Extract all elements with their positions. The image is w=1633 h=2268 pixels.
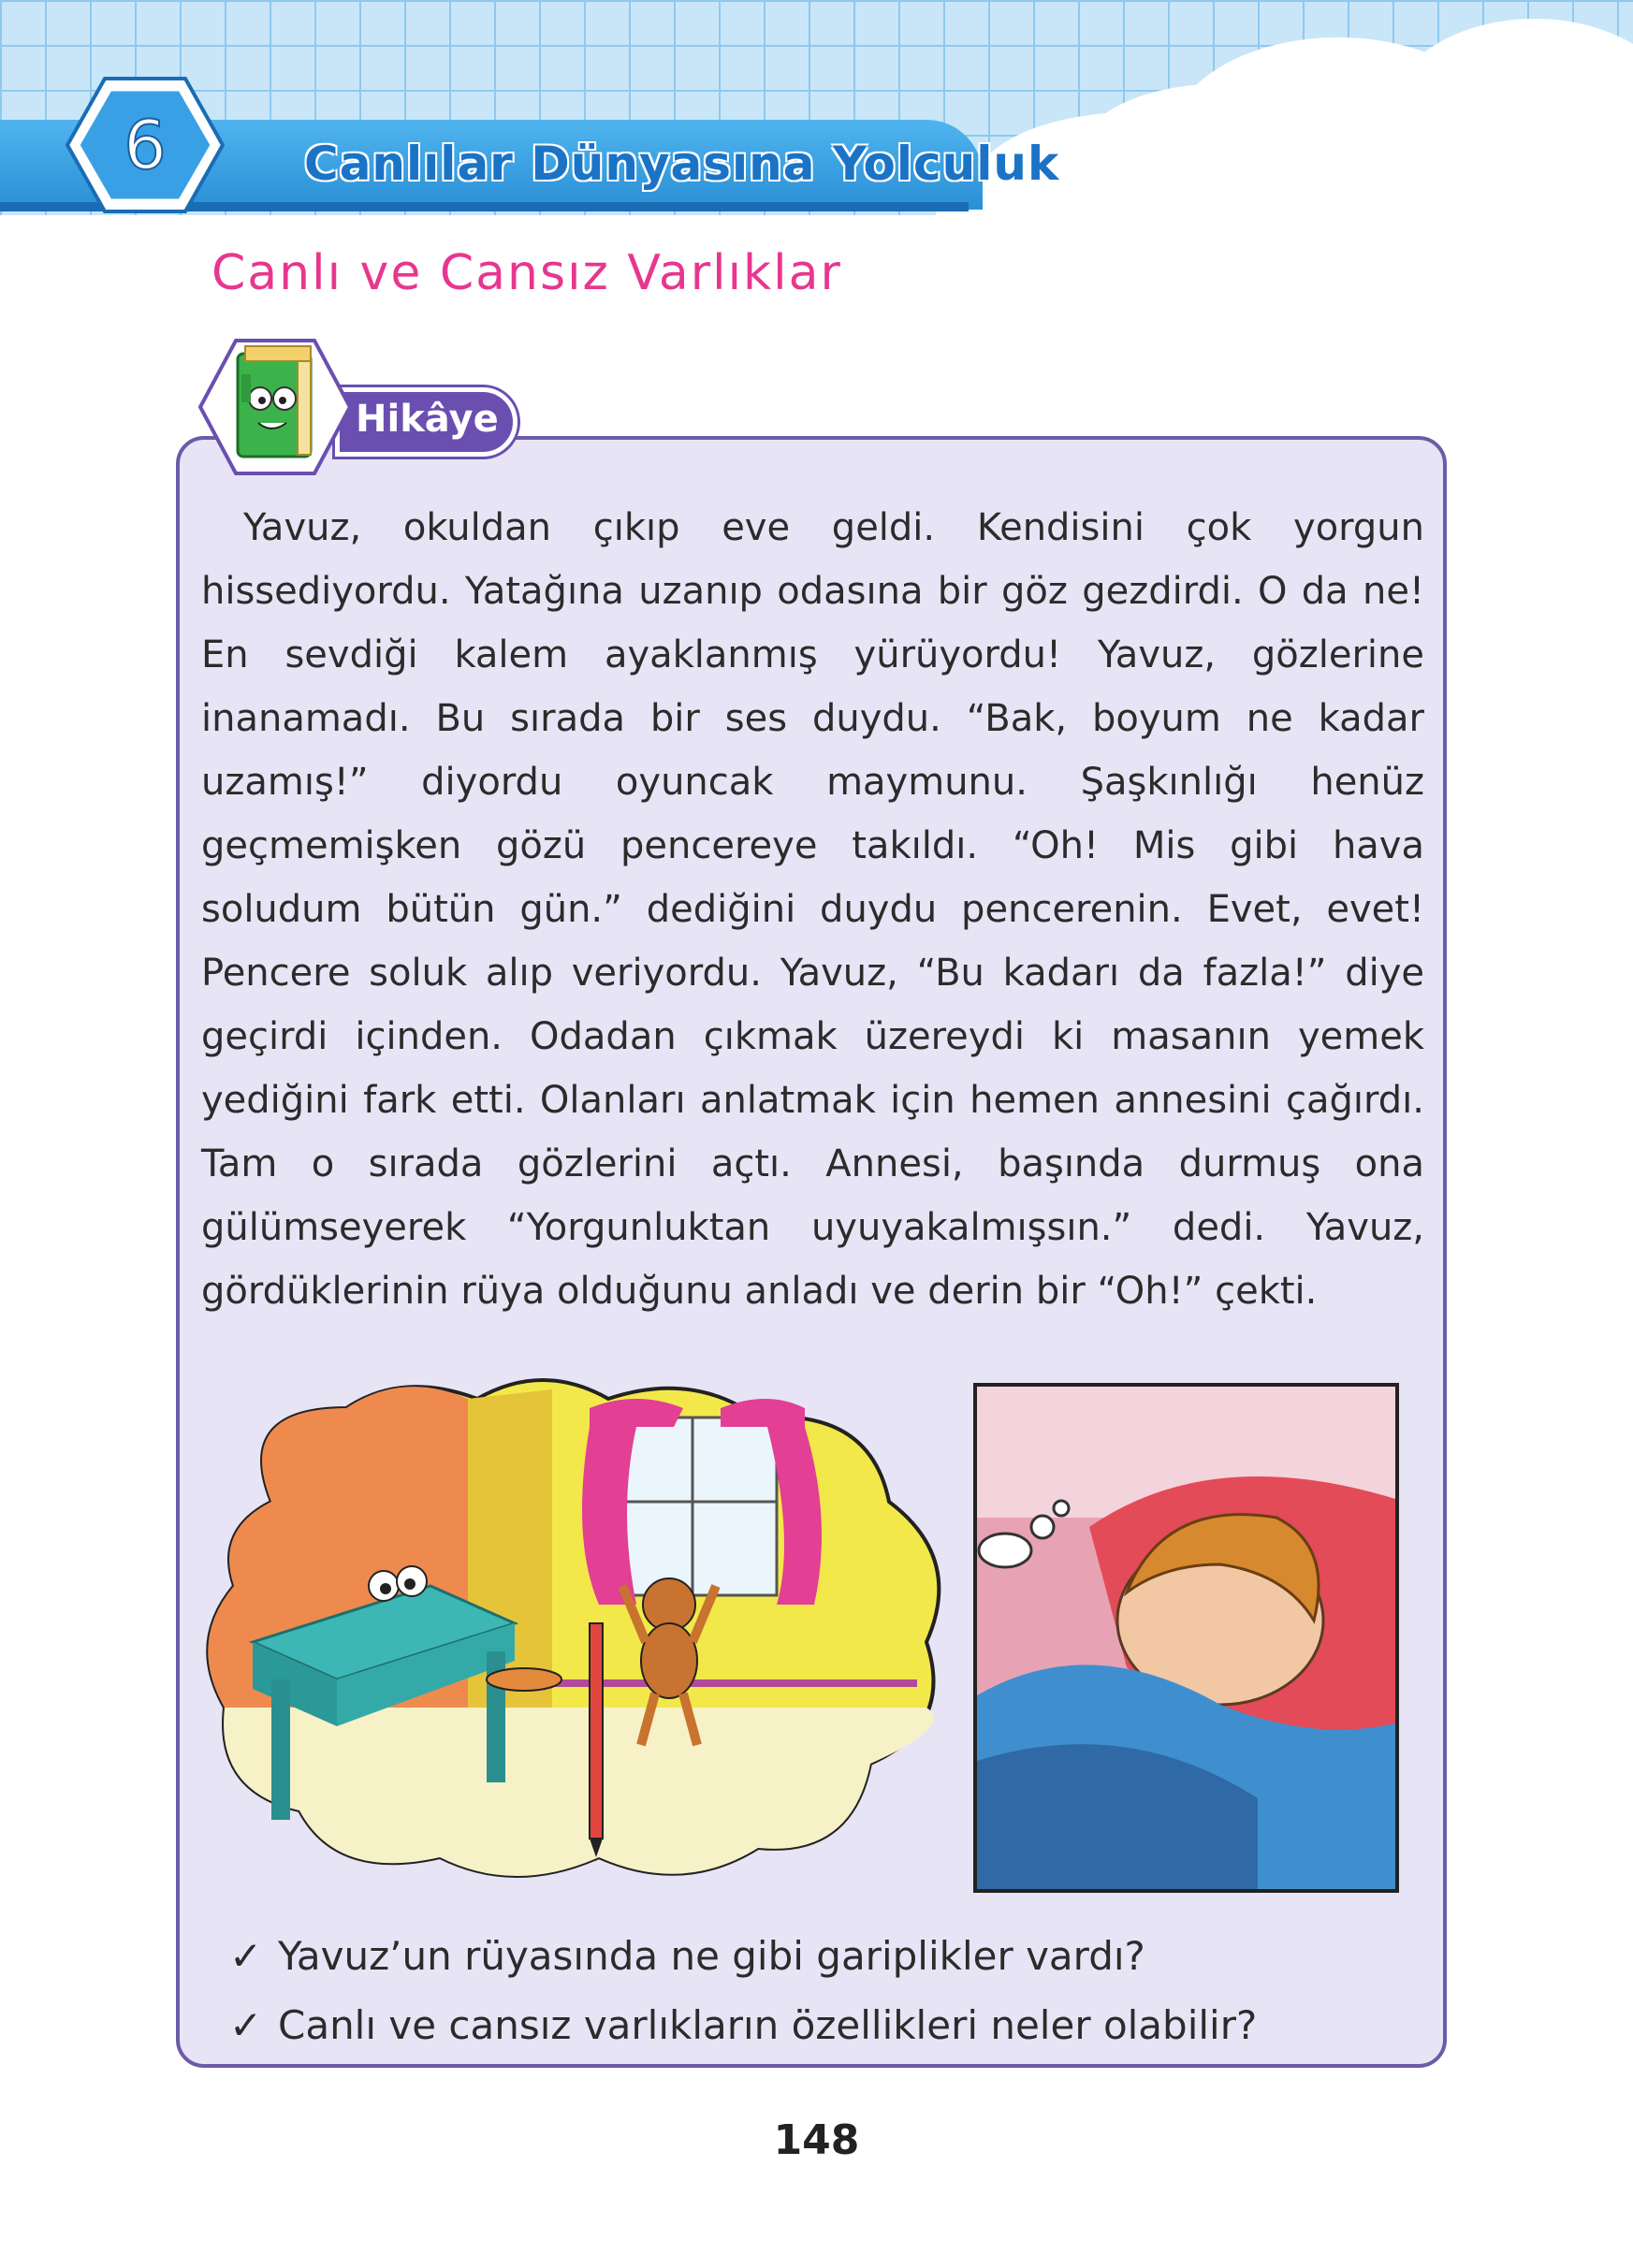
checkmark-icon: ✓ bbox=[229, 1933, 263, 1979]
question-text: Canlı ve cansız varlıkların özellikleri neler olabilir? bbox=[278, 2002, 1258, 2048]
chapter-number-hexagon bbox=[66, 75, 225, 215]
book-mascot-icon bbox=[217, 337, 329, 477]
page-number: 148 bbox=[773, 2116, 860, 2164]
dream-illustration bbox=[197, 1371, 964, 1895]
question-text: Yavuz’un rüyasında ne gibi gariplikler vardı? bbox=[278, 1933, 1145, 1979]
story-paragraph: Yavuz, okuldan çıkıp eve geldi. Kendisini çok yorgun hissediyordu. Yatağına uzanıp odasına bir göz gezdirdi. O da ne! En sevdiği kalem ayaklanmış yürüyordu! Yavuz, gözlerine inanamadı. Bu sırada bir ses duydu. “Bak, boyum ne kadar uzamış!” diyordu oyuncak maymunu. Şaşkınlığı henüz geçmemişken gözü pencereye takıldı. “Oh! Mis gibi hava soludum bütün gün.” dediğini duydu pencerenin. Evet, evet! Pencere soluk alıp veriyordu. Yavuz, “Bu kadarı da fazla!” diye geçirdi içinden. Odadan çıkmak üzereydi ki masanın yemek yediğini fark etti. Olanları anlatmak için hemen annesini çağırdı. Tam o sırada gözlerini açtı. Annesi, başında durmuş ona gülümseyerek “Yorgunluktan uyuyakalmışsın.” dedi. Yavuz, gördüklerinin rüya olduğunu anladı ve derin bir “Oh!” çekti. bbox=[201, 506, 1424, 1313]
story-badge-label: Hikâye bbox=[356, 398, 499, 441]
header-cloud-base bbox=[936, 187, 1633, 225]
chapter-title: Canlılar Dünyasına Yolculuk bbox=[304, 137, 1060, 191]
checkmark-icon: ✓ bbox=[229, 2002, 263, 2048]
question-item bbox=[229, 2002, 1257, 2048]
question-item bbox=[229, 1933, 1145, 1979]
sleeping-boy-illustration bbox=[973, 1383, 1399, 1893]
chapter-number: 6 bbox=[124, 106, 167, 184]
section-title: Canlı ve Cansız Varlıklar bbox=[211, 245, 842, 301]
